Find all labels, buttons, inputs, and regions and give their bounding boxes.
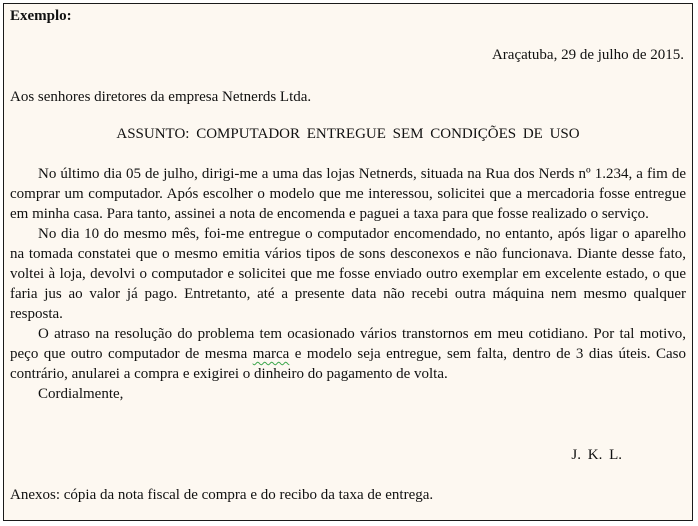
paragraph-3-end: e modelo seja entregue, sem falta, dentro de 3 dias úteis. Caso contrário, anularei a compra e exigirei o dinheiro do pagamento de volta. [10, 346, 686, 382]
closing-line: Cordialmente, [38, 386, 124, 402]
signature: J. K. L. [571, 447, 622, 463]
date-line: Araçatuba, 29 de julho de 2015. [491, 47, 684, 63]
paragraph-1: No último dia 05 de julho, dirigi-me a uma das lojas Netnerds, situada na Rua dos Nerds nº 1.234, a fim de comprar um computador. Após escolher o modelo que me interessou, solicitei que a mercadoria fosse entregue em minha casa. Para tanto, assinei a nota de encomenda e paguei a taxa para que fosse realizado o serviço. [10, 166, 686, 222]
paragraph-3 [10, 324, 686, 384]
paragraph-3-start: O atraso na resolução do problema tem ocasionado vários transtornos em meu cotidiano. Por tal motivo, peço que outro computador de mesma [10, 326, 686, 362]
letter-body [10, 164, 686, 404]
example-label: Exemplo: [10, 8, 72, 24]
spellcheck-marked-word: marca [252, 346, 290, 362]
addressee-line: Aos senhores diretores da empresa Netnerds Ltda. [10, 89, 312, 105]
document-box [3, 3, 693, 521]
paragraph-2: No dia 10 do mesmo mês, foi-me entregue o computador encomendado, no entanto, após ligar o aparelho na tomada constatei que o mesmo emitia vários tipos de sons desconexos e não funcionava. Diante desse fato, voltei à loja, devolvi o computador e solicitei que me fosse enviado outro exemplar em excelente estado, o que faria jus ao valor já pago. Entretanto, até a presente data não recebi outra máquina nem mesmo qualquer resposta. [10, 226, 686, 322]
subject-line: ASSUNTO: COMPUTADOR ENTREGUE SEM CONDIÇÕES DE USO [116, 126, 580, 142]
attachments-line: Anexos: cópia da nota fiscal de compra e do recibo da taxa de entrega. [10, 487, 434, 503]
